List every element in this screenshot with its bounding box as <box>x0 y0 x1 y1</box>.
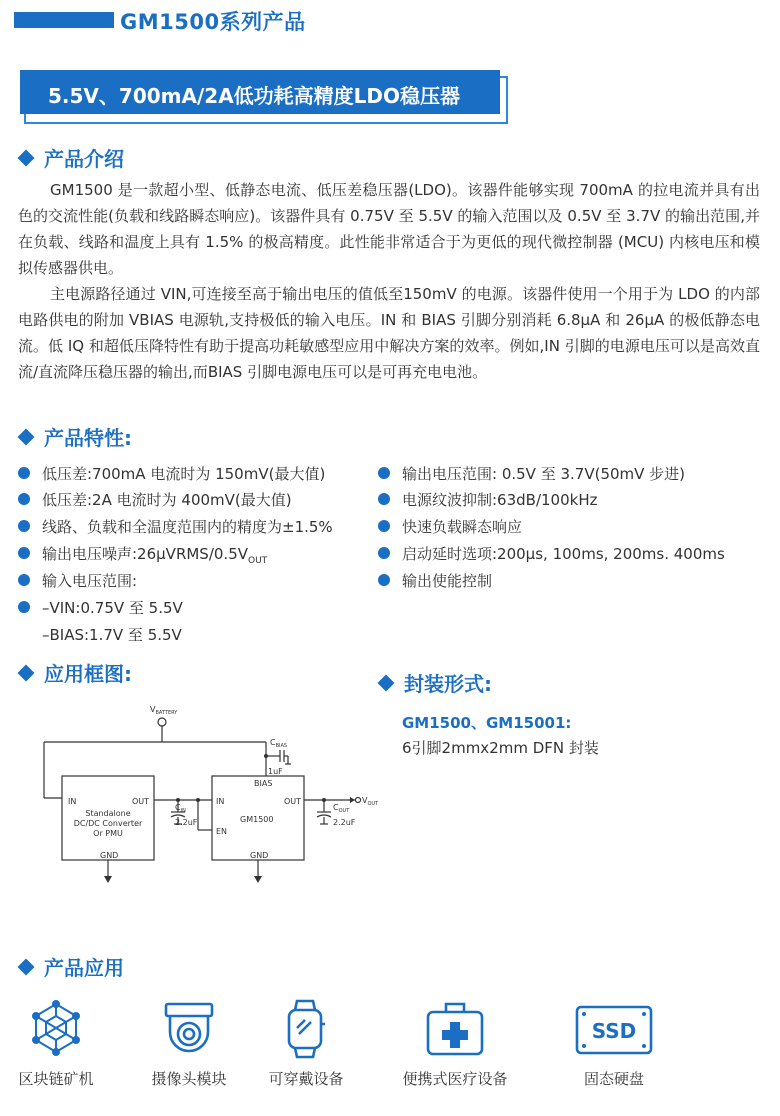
intro-paragraph-2: 主电源路径通过 VIN,可连接至高于输出电压的值低至150mV 的电源。该器件使用一个用于为 LDO 的内部电路供电的附加 VBIAS 电源轨,支持极低的输入电压。IN 和 BIAS 引脚分别消耗 6.8μA 和 26μA 的极低静态电流。低 IQ 和超低压降特性有助于提高功耗敏感型应用中解决方案的效率。例如,IN 引脚的电源电压可以是高效直流/直流降压稳压器的输出,而BIAS 引脚电源电压可以是可再充电电池。 <box>18 285 760 381</box>
converter-out-label: OUT <box>132 797 150 806</box>
app-label-blockchain: 区块链矿机 <box>18 1070 94 1088</box>
diamond-icon <box>18 429 35 446</box>
ic-name-label: GM1500 <box>240 815 274 824</box>
feature-item: 输出电压噪声$:26\mu VRMS/0.5V_{OUT}$ <box>18 541 267 574</box>
ic-out-label: OUT <box>284 797 302 806</box>
bullet-icon <box>18 574 30 586</box>
cbias-label: $C_{BIAS}$ <box>270 738 288 749</box>
intro-heading: 产品介绍 <box>20 143 124 172</box>
intro-paragraph-1: GM1500 是一款超小型、低静态电流、低压差稳压器(LDO)。该器件能够实现 700mA 的拉电流并具有出色的交流性能(负载和线路瞬态响应)。该器件具有 0.75V 至 5.5V 的输入范围以及 0.5V 至 3.7V 的输出范围,并在负载、线路和温度上具有 1.5% 的极高精度。此性能非常适合于为更低的现代微控制器 (MCU) 内核电压和模拟传感器供电。 <box>18 181 760 277</box>
vbattery-node <box>158 718 166 726</box>
banner-title: 5.5V、700mA/2A低功耗高精度LDO稳压器 <box>48 84 461 108</box>
bullet-icon <box>18 601 30 613</box>
converter-in-label: IN <box>68 797 77 806</box>
app-label-ssd: 固态硬盘 <box>583 1070 644 1088</box>
camera-icon <box>160 1000 218 1060</box>
bullet-icon <box>378 574 390 586</box>
converter-gnd-label: GND <box>100 851 119 860</box>
smartwatch-icon <box>280 998 330 1060</box>
cbias-value: 1uF <box>268 767 283 776</box>
diamond-icon <box>18 150 35 167</box>
diamond-icon <box>18 959 35 976</box>
feature-item: 启动延时选项:200μs, 100ms, 200ms. 400ms <box>378 541 725 567</box>
app-label-camera: 摄像头模块 <box>151 1070 227 1088</box>
bullet-icon <box>378 547 390 559</box>
bullet-icon <box>378 520 390 532</box>
header-accent-bar <box>14 12 114 28</box>
app-label-wearable: 可穿戴设备 <box>268 1070 344 1088</box>
bullet-icon <box>18 467 30 479</box>
ic-in-label: IN <box>216 797 225 806</box>
bullet-icon <box>18 520 30 532</box>
cin-value: 2.2uF <box>175 818 198 827</box>
cin-label: $C_{IN}$ <box>175 803 186 814</box>
cout-label: $C_{OUT}$ <box>333 803 350 814</box>
package-heading: 封装形式: <box>380 668 492 697</box>
medical-kit-icon <box>424 1000 486 1058</box>
feature-item: 电源纹波抑制:63dB/100kHz <box>378 487 597 513</box>
ic-gnd-label: GND <box>250 851 269 860</box>
ssd-icon <box>574 1004 654 1056</box>
feature-item: –VIN:0.75V 至 5.5V <box>18 595 183 621</box>
applications-heading: 产品应用 <box>20 952 124 981</box>
app-label-medical: 便携式医疗设备 <box>402 1070 508 1088</box>
feature-item: 快速负载瞬态响应 <box>378 514 522 540</box>
feature-item: 输出电压范围: 0.5V 至 3.7V(50mV 步进) <box>378 461 685 487</box>
feature-item: 低压差:2A 电流时为 400mV(最大值) <box>18 487 292 513</box>
bullet-icon <box>18 493 30 505</box>
converter-line-3: Or PMU <box>93 829 123 838</box>
feature-item: 线路、负载和全温度范围内的精度为±1.5% <box>18 514 333 540</box>
feature-item-bias: –BIAS:1.7V 至 5.5V <box>42 626 182 644</box>
converter-line-2: DC/DC Converter <box>73 819 143 828</box>
bullet-icon <box>378 467 390 479</box>
page-title: GM1500系列产品 <box>120 10 306 34</box>
converter-line-1: Standalone <box>85 809 131 818</box>
ssd-icon-text: SSD <box>591 1019 637 1043</box>
bullet-icon <box>378 493 390 505</box>
diamond-icon <box>18 665 35 682</box>
cout-value: 2.2uF <box>333 818 356 827</box>
feature-item: 低压差:700mA 电流时为 150mV(最大值) <box>18 461 325 487</box>
ic-bias-label: BIAS <box>254 779 273 788</box>
vbattery-label: $V_{BATTERY}$ <box>150 705 178 716</box>
feature-item: 输出使能控制 <box>378 568 492 594</box>
application-circuit-diagram <box>30 700 390 890</box>
vout-label: $V_{OUT}$ <box>362 796 379 807</box>
diamond-icon <box>378 675 395 692</box>
diagram-heading: 应用框图: <box>20 658 132 687</box>
blockchain-icon <box>28 998 84 1058</box>
feature-item: 输入电压范围: <box>18 568 137 594</box>
package-description: 6引脚2mmx2mm DFN 封装 <box>402 739 599 757</box>
bullet-icon <box>18 547 30 559</box>
package-models: GM1500、GM15001: <box>402 714 572 732</box>
features-heading: 产品特性: <box>20 422 132 451</box>
ic-en-label: EN <box>216 827 228 836</box>
